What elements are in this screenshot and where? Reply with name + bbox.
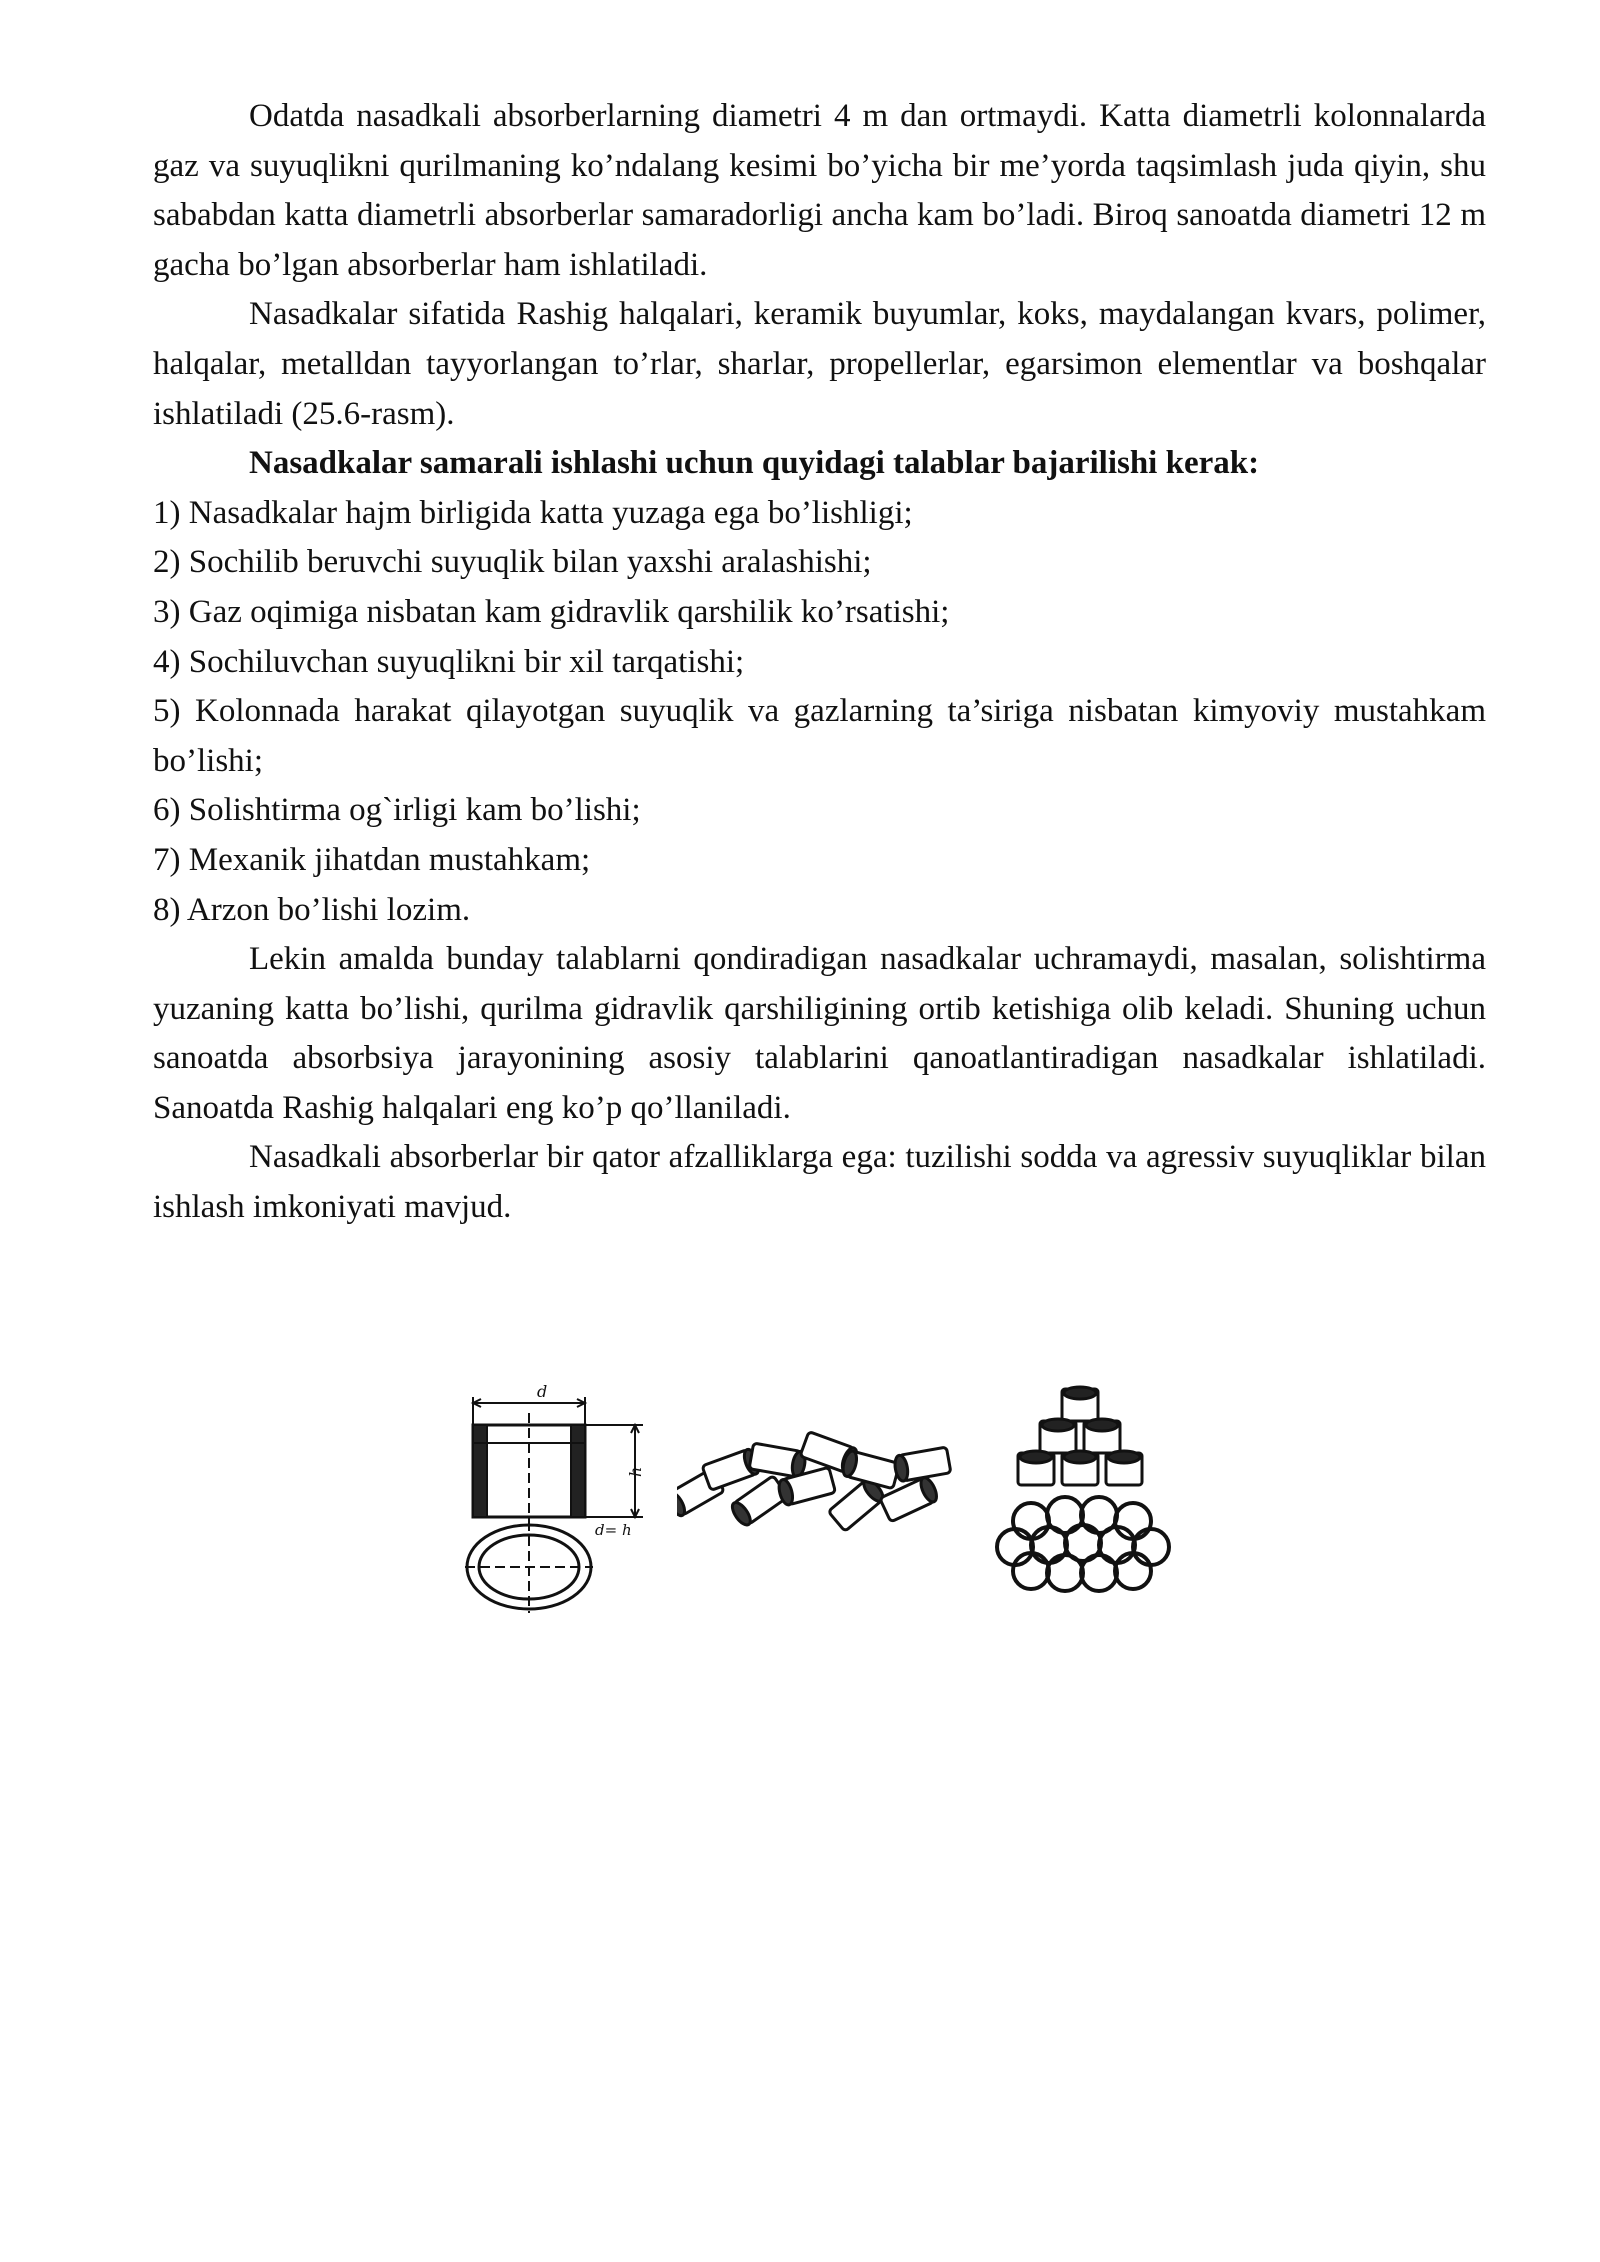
paragraph-packing-types: Nasadkalar sifatida Rashig halqalari, keramik buyumlar, koks, maydalangan kvars, polimer, halqalar, metalldan tayyorlangan to’rlar, sharlar, propellerlar, egarsimon elementlar va boshqalar ishlatiladi (25.6-rasm). — [153, 296, 1486, 432]
requirement-item-6: 6) Solishtirma og`irligi kam bo’lishi; — [153, 792, 641, 829]
text-body — [153, 92, 1486, 1233]
rashig-rings-figure — [465, 1385, 1185, 1615]
requirement-item-4: 4) Sochiluvchan suyuqlikni bir xil tarqatishi; — [153, 643, 745, 680]
requirement-item-2: 2) Sochilib beruvchi suyuqlik bilan yaxshi aralashishi; — [153, 544, 872, 581]
requirement-item-5: 5) Kolonnada harakat qilayotgan suyuqlik va gazlarning ta’siriga nisbatan kimyoviy mustahkam bo’lishi; — [153, 693, 1486, 779]
ring-drawing — [465, 1385, 665, 1615]
stacked-packing — [985, 1385, 1185, 1615]
label-d-equals-h: d= h — [595, 1521, 632, 1539]
label-d: d — [537, 1385, 548, 1401]
paragraph-intro: Odatda nasadkali absorberlarning diametri 4 m dan ortmaydi. Katta diametrli kolonnalarda gaz va suyuqlikni qurilmaning ko’ndalang kesimi bo’yicha bir me’yorda taqsimlash juda qiyin, shu sababdan katta diametrli absorberlar samaradorligi ancha kam bo’ladi. Biroq sanoatda diametri 12 m gacha bo’lgan absorberlar ham ishlatiladi. — [153, 98, 1486, 283]
requirement-item-3: 3) Gaz oqimiga nisbatan kam gidravlik qarshilik ko’rsatishi; — [153, 593, 950, 630]
requirement-item-7: 7) Mexanik jihatdan mustahkam; — [153, 841, 591, 878]
random-packing — [677, 1430, 967, 1535]
paragraph-advantages: Nasadkali absorberlar bir qator afzalliklarga ega: tuzilishi sodda va agressiv suyuqliklar bilan ishlash imkoniyati mavjud. — [153, 1139, 1486, 1226]
requirement-item-8: 8) Arzon bo’lishi lozim. — [153, 891, 471, 928]
requirements-heading: Nasadkalar samarali ishlashi uchun quyidagi talablar bajarilishi kerak: — [249, 445, 1260, 482]
requirement-item-1: 1) Nasadkalar hajm birligida katta yuzaga ega bo’lishligi; — [153, 494, 913, 531]
paragraph-in-practice: Lekin amalda bunday talablarni qondiradigan nasadkalar uchramaydi, masalan, solishtirma yuzaning katta bo’lishi, qurilma gidravlik qarshiligining ortib ketishiga olib keladi. Shuning uchun sanoatda absorbsiya jarayonining asosiy talablarini qanoatlantiradigan nasadkalar ishlatiladi. Sanoatda Rashig halqalari eng ko’p qo’llaniladi. — [153, 941, 1486, 1126]
label-h: h — [626, 1466, 645, 1477]
